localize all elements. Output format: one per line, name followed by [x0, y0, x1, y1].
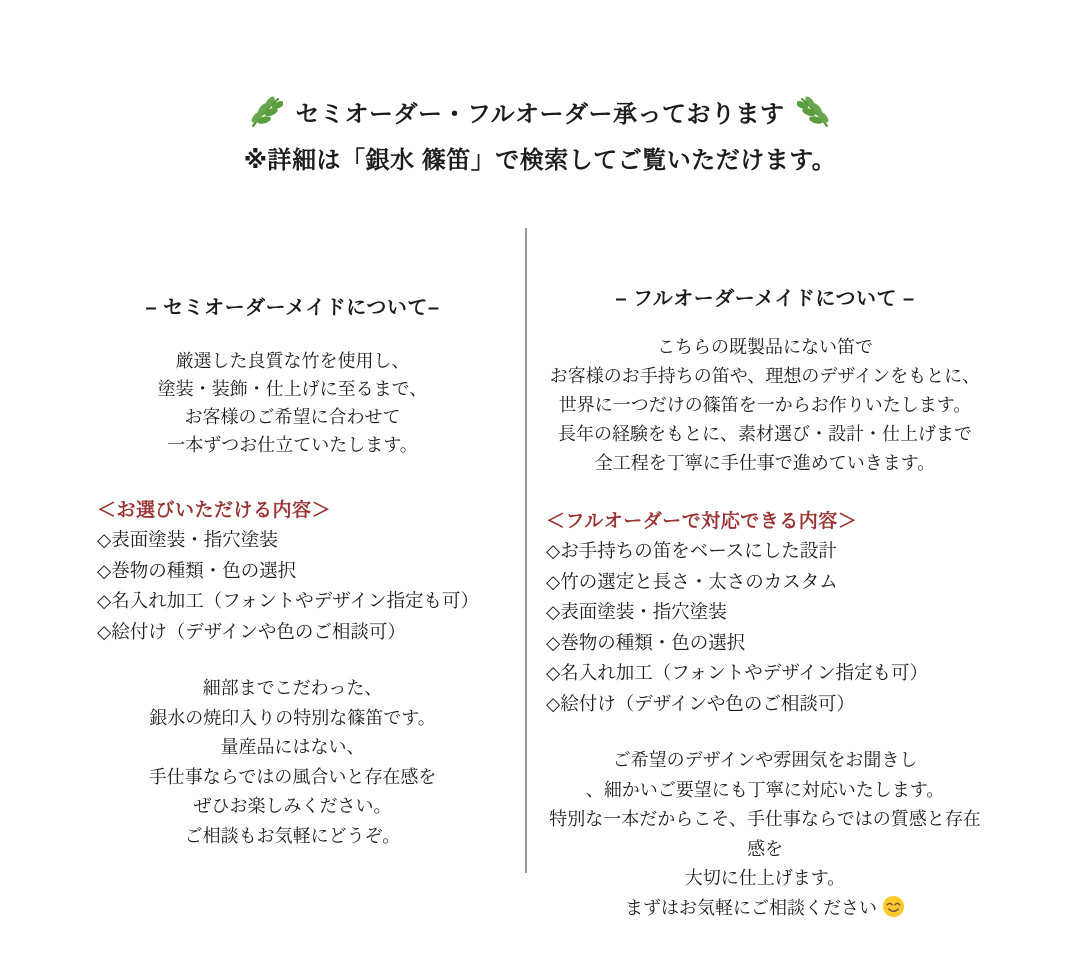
outro-line: 特別な一本だからこそ、手仕事ならではの質感と存在感を [549, 809, 981, 859]
semi-order-heading: – セミオーダーメイドについて– [145, 297, 440, 319]
semi-order-intro [95, 347, 490, 459]
option-item: ◇名入れ加工（フォントやデザイン指定も可） [546, 662, 929, 683]
outro-line: 細部までこだわった、 [202, 678, 383, 698]
option-item: ◇絵付け（デザインや色のご相談可） [97, 620, 406, 642]
option-item: ◇巻物の種類・色の選択 [97, 559, 297, 581]
option-item: ◇巻物の種類・色の選択 [546, 631, 746, 653]
intro-line: 全工程を丁寧に手仕事で進めていきます。 [594, 453, 936, 473]
intro-line: 長年の経験をもとに、素材選び・設計・仕上げまで [558, 424, 972, 444]
intro-line: 厳選した良質な竹を使用し、 [175, 351, 410, 371]
option-item: ◇名入れ加工（フォントやデザイン指定も可） [97, 590, 480, 611]
outro-line: 、細かいご要望にも丁寧に対応いたします。 [585, 779, 945, 800]
intro-line: お客様のお手持ちの笛や、理想のデザインをもとに、 [549, 366, 981, 386]
herb-leaf-icon-right [797, 95, 833, 129]
full-order-options-list [546, 536, 986, 719]
header-title-row [0, 94, 1080, 129]
outro-line: ぜひお楽しみください。 [193, 796, 392, 816]
option-item: ◇表面塗装・指穴塗装 [546, 601, 727, 622]
header-title: セミオーダー・フルオーダー承っております [295, 101, 785, 128]
full-order-options-heading: ＜フルオーダーで対応できる内容＞ [546, 511, 858, 532]
header-subtitle: ※詳細は「銀水 篠笛」で検索してご覧いただけます。 [243, 147, 837, 174]
intro-line: お客様のご希望に合わせて [184, 407, 401, 427]
intro-line: 塗装・装飾・仕上げに至るまで、 [157, 379, 428, 399]
option-item: ◇竹の選定と長さ・太さのカスタム [546, 570, 838, 592]
intro-line: こちらの既製品にない笛で [657, 337, 873, 357]
outro-line: 手仕事ならではの風合いと存在感を [148, 766, 437, 787]
outro-line: 量産品にはない、 [220, 737, 365, 757]
column-divider [525, 228, 527, 873]
outro-line: 銀水の焼印入りの特別な篠笛です。 [149, 707, 436, 728]
outro-line: 大切に仕上げます。 [684, 868, 846, 888]
smiling-face-icon [882, 895, 905, 918]
outro-line: ご希望のデザインや雰囲気をお聞きし [612, 750, 918, 770]
option-item: ◇表面塗装・指穴塗装 [97, 529, 278, 550]
full-order-outro [545, 746, 985, 923]
outro-line: まずはお気軽にご相談ください [624, 897, 877, 918]
semi-order-options-list [97, 525, 497, 647]
herb-leaf-icon-left [247, 95, 283, 129]
full-order-heading: – フルオーダーメイドについて – [615, 288, 915, 310]
intro-line: 一本ずつお仕立ていたします。 [167, 435, 418, 455]
semi-order-outro [95, 674, 490, 851]
full-order-intro [545, 333, 985, 478]
outro-line: ご相談もお気軽にどうぞ。 [184, 825, 401, 846]
intro-line: 世界に一つだけの篠笛を一からお作りいたします。 [558, 395, 972, 415]
option-item: ◇絵付け（デザインや色のご相談可） [546, 692, 855, 714]
semi-order-options-heading: ＜お選びいただける内容＞ [97, 500, 332, 521]
option-item: ◇お手持ちの笛をベースにした設計 [546, 540, 837, 561]
outro-line-with-emoji [545, 894, 985, 924]
